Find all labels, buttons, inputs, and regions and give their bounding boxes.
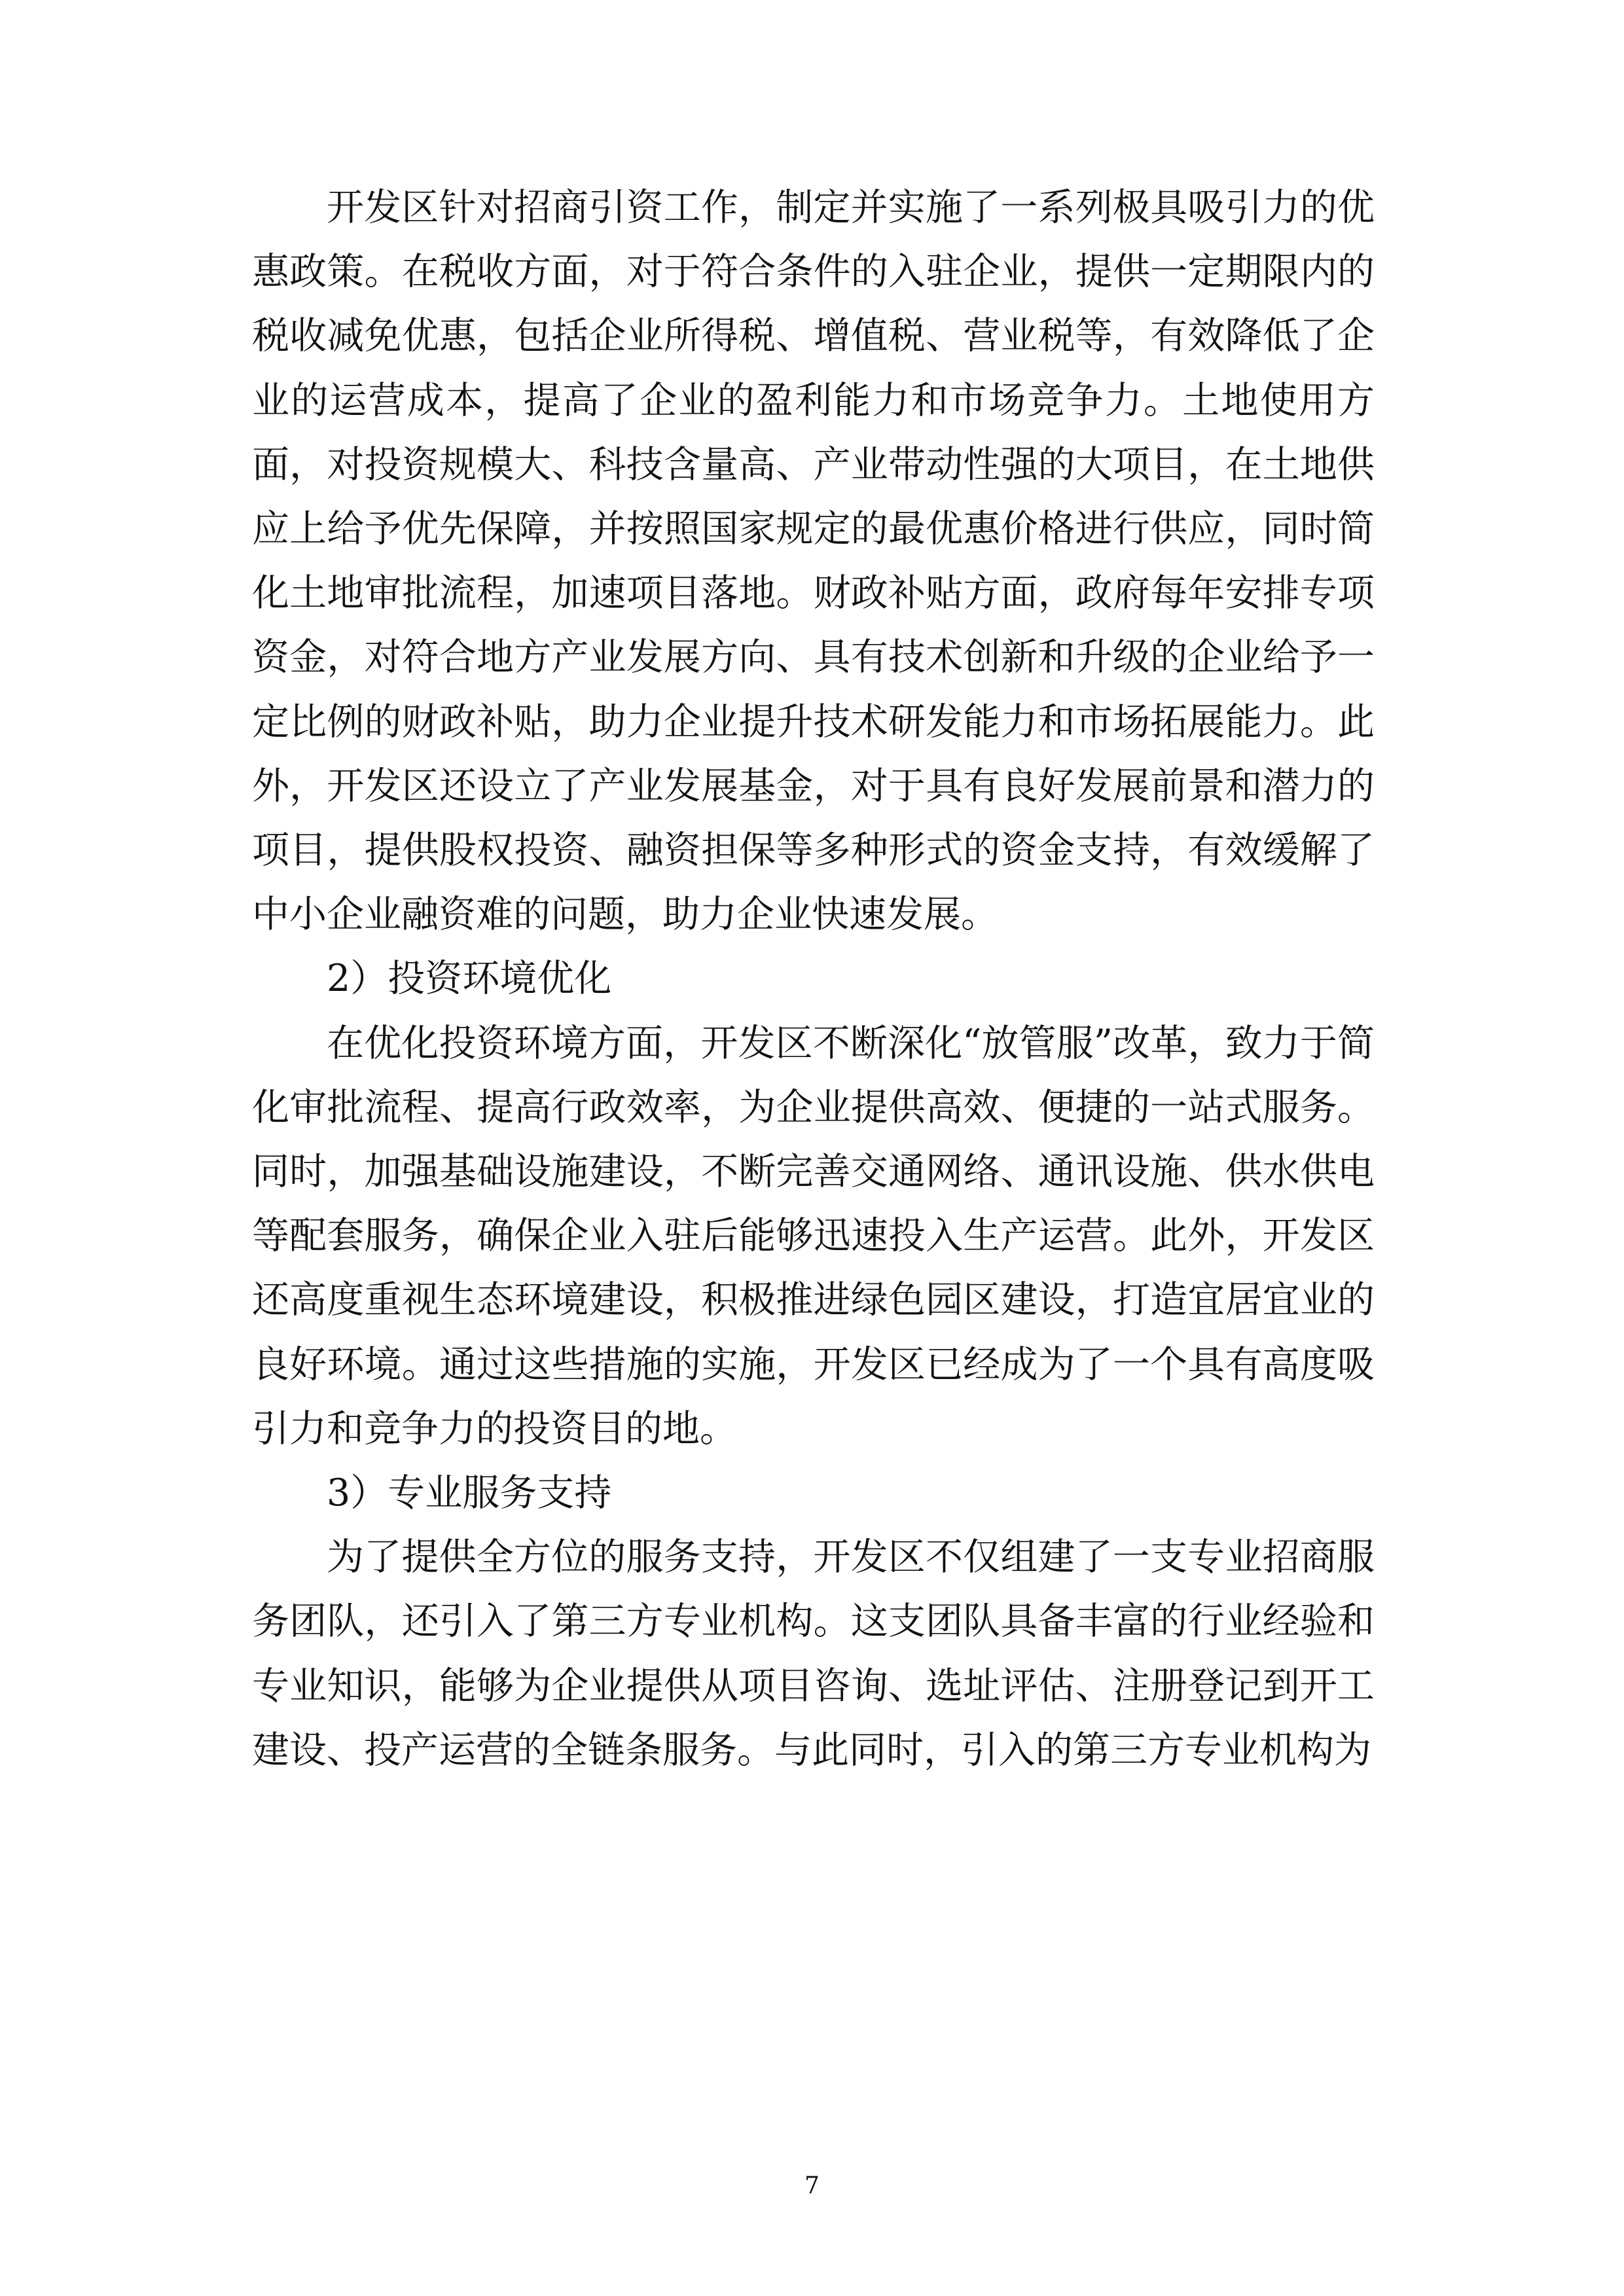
paragraph-investment-environment: 在优化投资环境方面，开发区不断深化“放管服”改革，致力于简化审批流程、提高行政效率，为企业提供高效、便捷的一站式服务。同时，加强基础设施建设，不断完善交通网络、通讯设施、供水供电等配套服务，确保企业入驻后能够迅速投入生产运营。此外，开发区还高度重视生态环境建设，积极推进绿色园区建设，打造宜居宜业的良好环境。通过这些措施的实施，开发区已经成为了一个具有高度吸引力和竞争力的投资目的地。	[252, 1021, 1375, 1450]
page-number: 7	[804, 2172, 820, 2199]
section-heading-investment-environment: 2）投资环境优化	[327, 957, 612, 1001]
paragraph-preferential-policies: 开发区针对招商引资工作，制定并实施了一系列极具吸引力的优惠政策。在税收方面，对于符合条件的入驻企业，提供一定期限内的税收减免优惠，包括企业所得税、增值税、营业税等，有效降低了企业的运营成本，提高了企业的盈利能力和市场竞争力。土地使用方面，对投资规模大、科技含量高、产业带动性强的大项目，在土地供应上给予优先保障，并按照国家规定的最优惠价格进行供应，同时简化土地审批流程，加速项目落地。财政补贴方面，政府每年安排专项资金，对符合地方产业发展方向、具有技术创新和升级的企业给予一定比例的财政补贴，助力企业提升技术研发能力和市场拓展能力。此外，开发区还设立了产业发展基金，对于具有良好发展前景和潜力的项目，提供股权投资、融资担保等多种形式的资金支持，有效缓解了中小企业融资难的问题，助力企业快速发展。	[252, 186, 1375, 937]
paragraph-professional-services: 为了提供全方位的服务支持，开发区不仅组建了一支专业招商服务团队，还引入了第三方专业机构。这支团队具备丰富的行业经验和专业知识，能够为企业提供从项目咨询、选址评估、注册登记到开工建设、投产运营的全链条服务。与此同时，引入的第三方专业机构为	[252, 1535, 1375, 1772]
section-heading-professional-services: 3）专业服务支持	[327, 1471, 612, 1515]
body-text	[252, 175, 1375, 1782]
